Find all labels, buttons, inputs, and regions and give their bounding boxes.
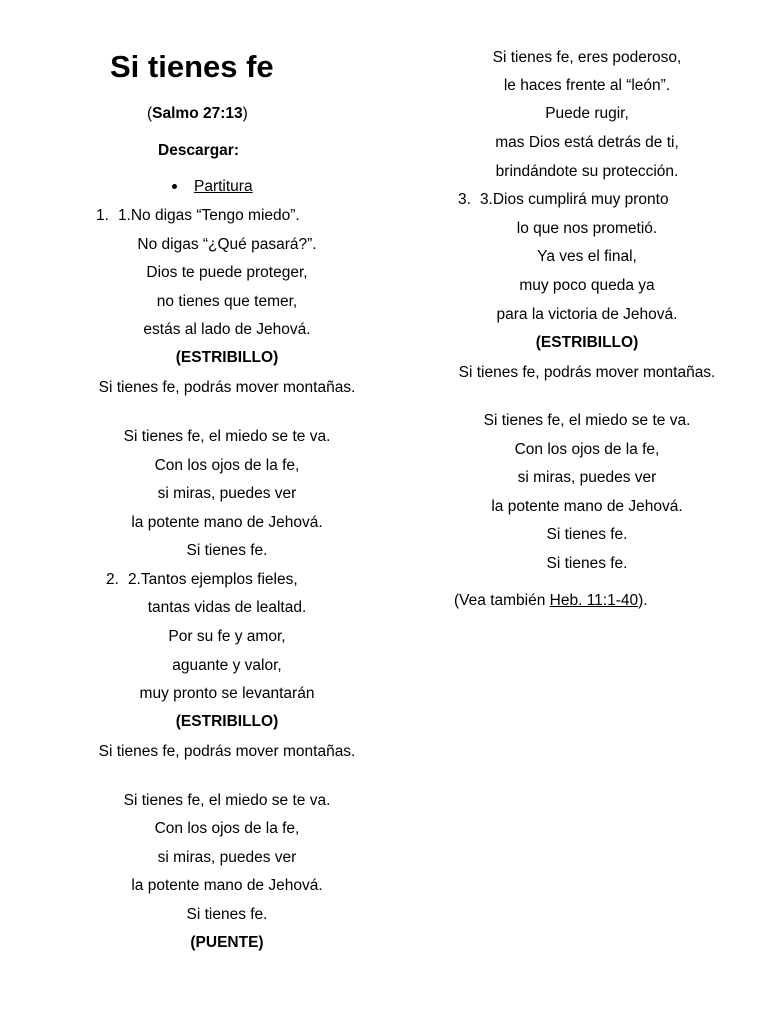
lyric-line: Si tienes fe, el miedo se te va. [483, 412, 691, 429]
lyric-line: muy poco queda ya [519, 277, 655, 294]
lyric-line: Si tienes fe. [186, 906, 268, 923]
download-label: Descargar: [158, 142, 239, 159]
lyric-line: Si tienes fe, el miedo se te va. [123, 792, 331, 809]
lyric-line: No digas “¿Qué pasará?”. [137, 236, 317, 253]
lyric-line: Si tienes fe, podrás mover montañas. [98, 743, 356, 760]
lyric-line: aguante y valor, [172, 657, 282, 674]
lyric-line: Si tienes fe. [186, 542, 268, 559]
see-also-suffix: ). [638, 592, 648, 609]
song-title: Si tienes fe [110, 49, 274, 84]
see-also-prefix: (Vea también [454, 592, 550, 609]
lyric-line: la potente mano de Jehová. [131, 877, 323, 894]
lyric-line: Si tienes fe, eres poderoso, [492, 49, 682, 66]
lyric-line: Ya ves el final, [537, 248, 637, 265]
chorus-label: (ESTRIBILLO) [175, 713, 279, 730]
lyric-line: Si tienes fe. [546, 555, 628, 572]
lyric-line: estás al lado de Jehová. [143, 321, 311, 338]
lyric-line: Si tienes fe, podrás mover montañas. [98, 379, 356, 396]
psalm-ref-text: Salmo 27:13 [152, 105, 243, 122]
lyric-line: Con los ojos de la fe, [154, 457, 300, 474]
lyric-line: Puede rugir, [545, 105, 629, 122]
verse-2-first-line [106, 571, 368, 589]
verse-number: 2. [106, 571, 119, 588]
lyric-line: Con los ojos de la fe, [514, 441, 660, 458]
lyric-line: si miras, puedes ver [157, 849, 297, 866]
verse-number: 3. [458, 191, 471, 208]
chorus-label: (ESTRIBILLO) [535, 334, 639, 351]
verse-1-first-line [96, 207, 358, 225]
verse-3-first-line [458, 191, 728, 209]
lyric-line: le haces frente al “león”. [503, 77, 671, 94]
lyric-line: Dios te puede proteger, [146, 264, 308, 281]
bridge-label: (PUENTE) [190, 934, 264, 951]
psalm-open-paren: ( [147, 105, 153, 122]
sheet-music-item [172, 178, 253, 196]
lyric-line: Por su fe y amor, [168, 628, 286, 645]
lyric-line: Si tienes fe, podrás mover montañas. [458, 364, 716, 381]
lyric-line: para la victoria de Jehová. [496, 306, 678, 323]
sheet-music-link[interactable]: Partitura [194, 178, 253, 195]
lyric-line: Si tienes fe, el miedo se te va. [123, 428, 331, 445]
lyric-line: si miras, puedes ver [157, 485, 297, 502]
lyric-line: no tienes que temer, [156, 293, 298, 310]
lyric-line: 1.No digas “Tengo miedo”. [117, 207, 300, 224]
lyric-line: mas Dios está detrás de ti, [495, 134, 679, 151]
psalm-close-paren: ) [242, 105, 248, 122]
lyric-line: muy pronto se levantarán [139, 685, 315, 702]
verse-number: 1. [96, 207, 109, 224]
lyric-line: Con los ojos de la fe, [154, 820, 300, 837]
hebrews-link[interactable]: Heb. 11:1-40 [549, 592, 639, 609]
lyric-line: Si tienes fe. [546, 526, 628, 543]
lyric-line: lo que nos prometió. [516, 220, 658, 237]
lyric-line: la potente mano de Jehová. [491, 498, 683, 515]
lyric-line: 2.Tantos ejemplos fieles, [127, 571, 298, 588]
lyric-line: tantas vidas de lealtad. [147, 599, 307, 616]
lyric-line: 3.Dios cumplirá muy pronto [479, 191, 669, 208]
see-also-reference [454, 592, 724, 610]
psalm-reference [147, 105, 248, 123]
lyric-line: brindándote su protección. [495, 163, 679, 180]
chorus-label: (ESTRIBILLO) [175, 349, 279, 366]
bullet-icon [172, 184, 177, 189]
lyric-line: si miras, puedes ver [517, 469, 657, 486]
lyric-line: la potente mano de Jehová. [131, 514, 323, 531]
